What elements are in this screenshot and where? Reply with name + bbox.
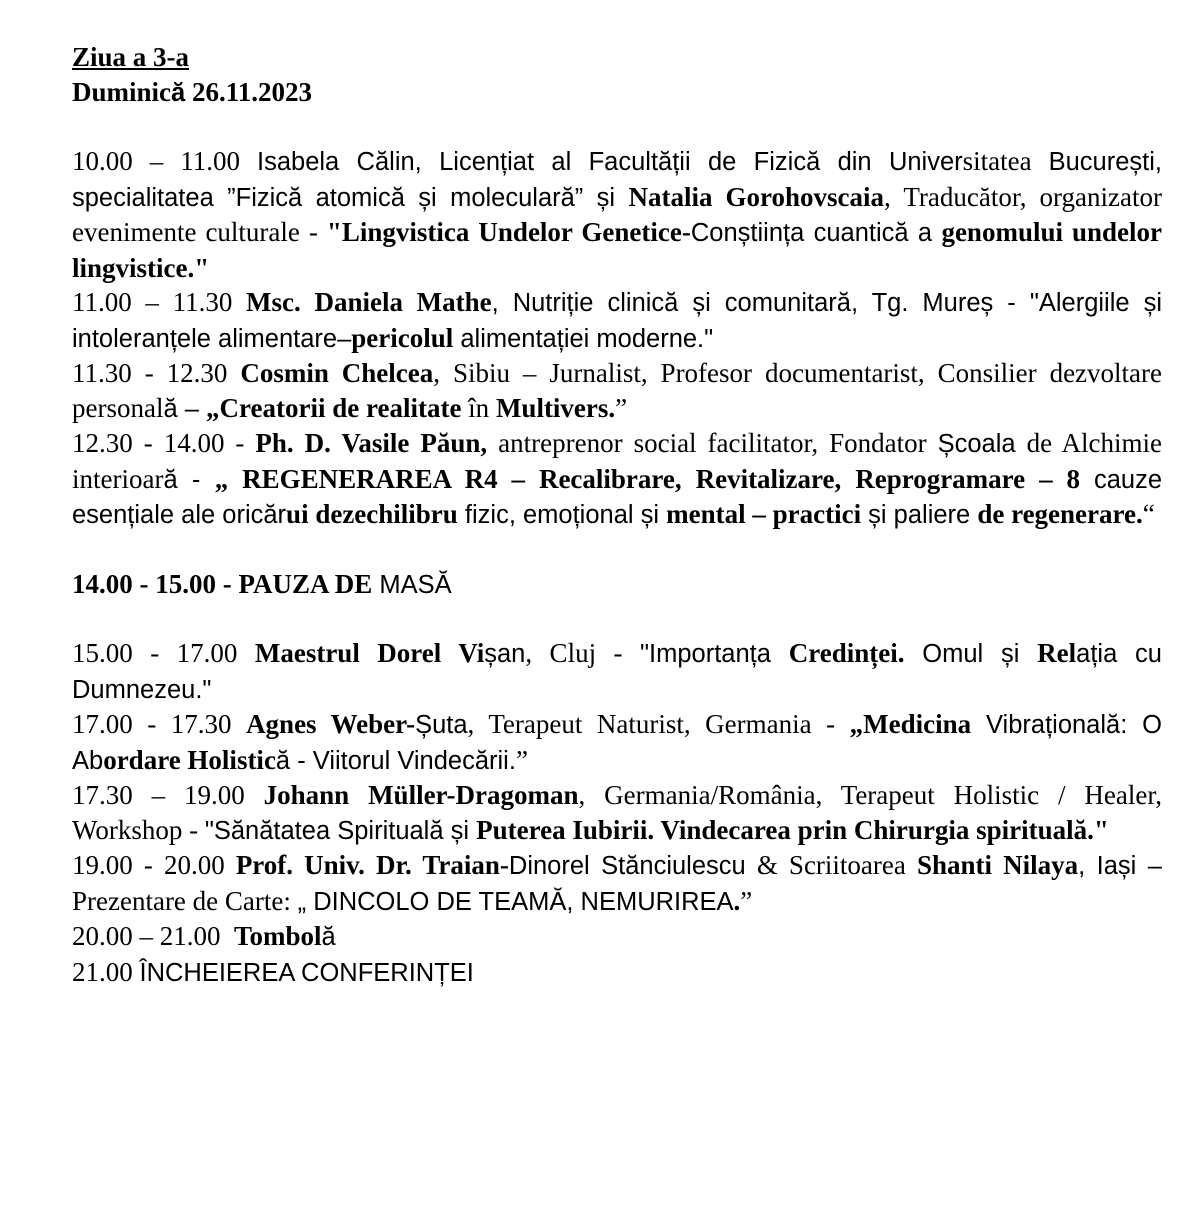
entry-title: Puterea Iubirii. Vindecarea prin Chirurgia spirituală.": [476, 814, 1109, 845]
entry-title: alimentației moderne.": [453, 324, 714, 353]
entry-time: 17.00 - 17.30: [72, 709, 247, 739]
entry-time: 19.00 - 20.00: [72, 850, 236, 880]
entry-title: Conștiința cuantică a: [690, 219, 942, 247]
entry-title: Multivers.: [489, 392, 616, 423]
entry-speaker: Tombol: [234, 921, 322, 951]
entry-time: 15.00 - 17.00: [72, 638, 255, 668]
entry-title: ”: [515, 744, 528, 775]
entry-title: cauze esențiale ale oricăr: [72, 465, 1162, 529]
schedule-entry: [72, 356, 1162, 426]
entry-description: sitatea: [962, 146, 1049, 176]
entry-title: "Alergiile și intoleranțele alimentare–: [72, 289, 1163, 353]
entry-title: "Sănătatea Spirituală și: [204, 816, 477, 845]
entry-time: 21.00: [72, 956, 140, 987]
entry-title: Rel: [1037, 638, 1077, 668]
entry-speaker: șan: [484, 640, 526, 668]
entry-title: "Lingvistica Undelor Genetice-: [326, 217, 691, 247]
entry-time: 12.30 - 14.00 -: [72, 428, 256, 458]
program-page: [72, 40, 1162, 990]
entry-speaker: Msc. Daniela Mathe: [246, 287, 492, 317]
entry-description: , Traducător, organizator evenimente culturale -: [72, 181, 1163, 247]
spacer: [72, 602, 1162, 636]
entry-title: genomului undelor lingvistice.": [72, 217, 1163, 283]
entry-title: Credinței.: [788, 638, 905, 668]
entry-speaker: Agnes Weber-: [246, 709, 416, 739]
entry-time: 11.30 - 12.30: [72, 358, 241, 388]
day-title: Ziua a 3-a: [72, 42, 190, 72]
entry-description: ă –: [163, 394, 207, 423]
schedule-entry: [72, 778, 1162, 848]
entry-time: 17.30 – 19.00: [72, 780, 264, 810]
entry-title: și paliere: [861, 501, 978, 529]
entry-description: , Terapeut Naturist, Germania -: [467, 709, 850, 739]
lunch-break-label: MASĂ: [372, 570, 452, 599]
entry-title: fizic, emoțional și: [457, 501, 667, 529]
entry-speaker: Prof. Univ. Dr. Traian-: [235, 850, 509, 880]
entry-title: Vibrațională: O Ab: [72, 711, 1162, 775]
date-value: 26.11.2023: [185, 76, 312, 107]
entry-description: , Germania/România, Terapeut Holistic / Healer, Workshop -: [72, 780, 1162, 845]
schedule-entry: [72, 919, 1162, 955]
entry-description: , Sibiu – Jurnalist, Profesor documentarist, Consilier dezvoltare personal: [72, 358, 1162, 423]
entry-title: „ REGENERAREA R4 – Recalibrare, Revitalizare, Reprogramare – 8: [214, 463, 1094, 494]
entry-title: ația cu Dumnezeu.": [72, 640, 1162, 704]
entry-description: , Iași –: [1078, 852, 1162, 880]
entry-title: .: [733, 885, 741, 916]
schedule-entry: [72, 144, 1162, 285]
entry-speaker: Johann Müller-Dragoman: [263, 780, 579, 810]
entry-time: 11.00 – 11.30: [72, 287, 247, 317]
entry-speaker: ă: [321, 923, 336, 951]
spacer: [72, 533, 1162, 567]
entry-title: ”: [740, 885, 753, 916]
entry-title: ”: [615, 392, 628, 423]
entry-title: ă - Viitorul Vindecării.: [275, 746, 516, 775]
date-prefix: Duminic: [72, 76, 172, 107]
entry-speaker: Dinorel Stănciulescu: [508, 852, 746, 880]
schedule-entry: [72, 636, 1162, 707]
entry-title: mental – practici: [666, 499, 862, 529]
lunch-break-label: 14.00 - 15.00 - PAUZA DE: [72, 568, 373, 599]
lunch-break: [72, 567, 1162, 603]
entry-description: , Cluj -: [525, 638, 640, 668]
entry-title: Omul și: [904, 640, 1038, 668]
entry-title: "Importanța: [639, 640, 789, 668]
entry-description: București, specialitatea ”Fizică atomică și moleculară” și: [72, 148, 1162, 212]
entry-speaker: Ph. D. Vasile Păun,: [255, 428, 488, 458]
schedule-entry: [72, 426, 1162, 533]
entry-speaker: Maestrul Dorel Vi: [254, 638, 485, 668]
entry-description: & Scriitoarea: [745, 850, 917, 880]
entry-time: 10.00 – 11.00: [72, 146, 257, 176]
entry-title: în: [468, 392, 490, 423]
entry-description: , Licențiat al Facultății de Fizică din Univer: [414, 148, 963, 176]
schedule-entry: [72, 285, 1162, 356]
entry-title: “: [1142, 499, 1155, 529]
entry-title: „Medicina: [849, 709, 972, 739]
schedule-entry: [72, 955, 1162, 991]
entry-title: ordare Holistic: [103, 744, 276, 775]
schedule-entry: [72, 848, 1162, 919]
entry-title: „ DINCOLO DE TEAMĂ, NEMURIREA: [297, 887, 734, 916]
schedule-entry: [72, 707, 1162, 778]
entry-title: pericolul: [351, 322, 454, 353]
date-line: [72, 75, 1162, 111]
entry-speaker: Natalia Gorohovscaia: [628, 181, 885, 212]
entry-speaker: Isabela Călin: [257, 148, 415, 176]
entry-description: antreprenor social facilitator, Fondator: [487, 428, 938, 458]
entry-title: „Creatorii de realitate: [206, 392, 469, 423]
entry-title: de regenerare.: [977, 499, 1143, 529]
entry-description: Prezentare de Carte:: [72, 885, 298, 916]
entry-title: ui dezechilibru: [286, 499, 458, 529]
entry-description: de Alchimie interioar: [72, 428, 1163, 494]
entry-description: Școala: [937, 430, 1016, 458]
closing-label: ÎNCHEIEREA CONFERINȚEI: [139, 958, 474, 987]
entry-speaker: Cosmin Chelcea: [240, 358, 434, 388]
entry-speaker: Șuta: [415, 711, 468, 739]
entry-speaker: Shanti Nilaya: [916, 850, 1079, 880]
date-suffix: ă: [171, 78, 186, 107]
entry-description: ă -: [163, 465, 215, 494]
spacer: [72, 110, 1162, 144]
entry-description: , Nutriție clinică și comunitară, Tg. Mureș -: [491, 289, 1030, 317]
entry-time: 20.00 – 21.00: [72, 921, 234, 951]
